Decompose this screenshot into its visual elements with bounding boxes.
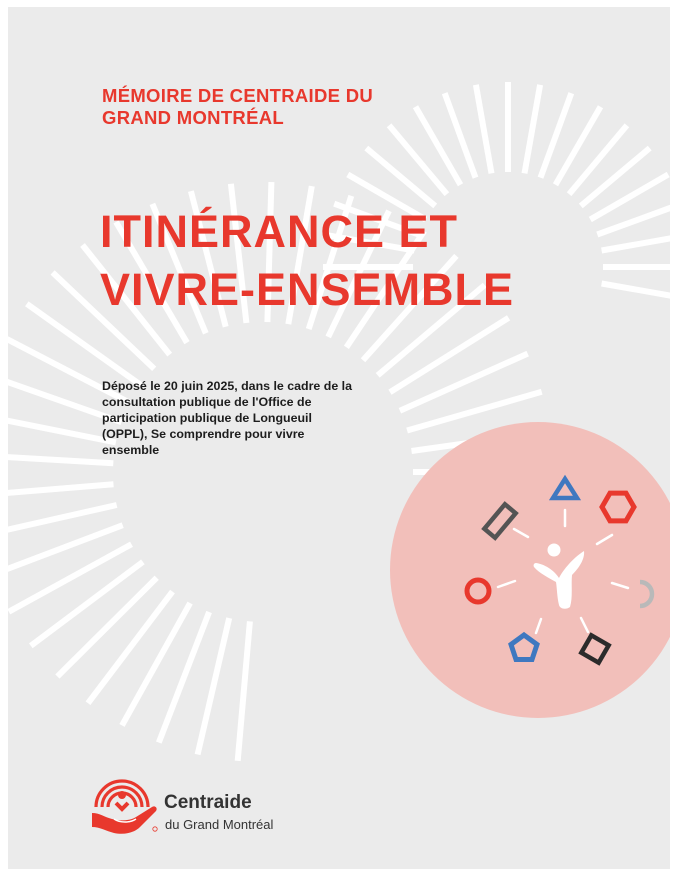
brand-subtitle: du Grand Montréal (165, 817, 274, 832)
brand-name: Centraide (164, 792, 252, 813)
deposit-statement: Déposé le 20 juin 2025, dans le cadre de la consultation publique de l'Office de participation publique de Longueuil (OPPL), Se comprendre pour vivre ensemble (102, 379, 352, 457)
centraide-hand-logo-icon (90, 769, 162, 839)
supertitle-line-1: MÉMOIRE DE CENTRAIDE DU (102, 85, 374, 106)
pink-circle (390, 422, 670, 718)
title-line-2: VIVRE-ENSEMBLE (100, 264, 515, 315)
community-illustration (8, 7, 670, 869)
title-line-1: ITINÉRANCE ET (100, 206, 459, 257)
supertitle-line-2: GRAND MONTRÉAL (102, 107, 284, 128)
cover-page (8, 7, 670, 869)
